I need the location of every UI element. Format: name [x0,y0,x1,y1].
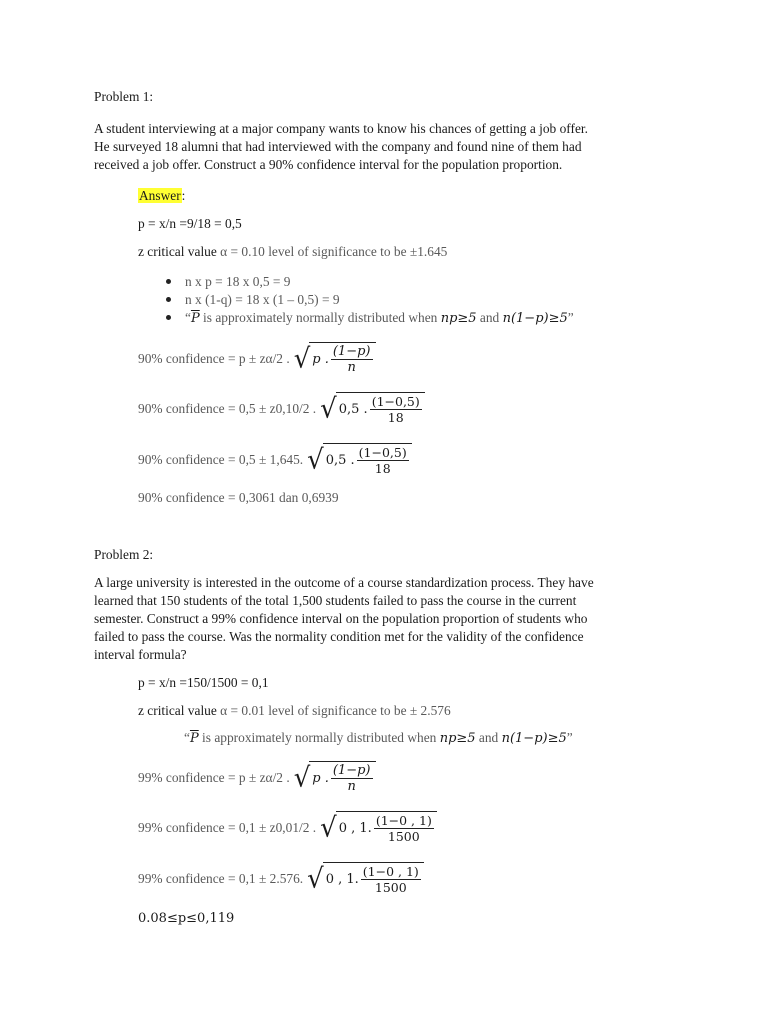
formula-label: 99% confidence = 0,1 ± z0,01/2 . [138,819,317,835]
denominator: 1500 [387,829,420,844]
p2-p-calculation: p = x/n =150/1500 = 0,1 [138,675,269,690]
p2-formula-substituted [138,811,437,844]
z-label: z critical value [138,703,221,718]
question-line: failed to pass the course. Was the normality condition met for the validity of the confidence [94,629,584,644]
radicand [336,392,425,425]
answer-label-line [138,188,185,204]
p1-result: 90% confidence = 0,3061 dan 0,6939 [138,490,339,505]
problem-2-question [94,574,594,664]
denominator: 18 [374,461,391,476]
denominator: n [347,779,356,794]
normal-open-quote: “ [184,730,190,745]
denominator: n [347,360,356,375]
radicand [323,862,424,895]
numerator: (1−p) [332,763,371,778]
normal-text: is approximately normally distributed when [198,730,440,745]
sqrt-icon: √ [293,342,311,375]
fraction [361,864,421,895]
denominator: 18 [387,410,404,425]
question-line: A large university is interested in the outcome of a course standardization process. They have [94,575,594,590]
question-line: semester. Construct a 99% confidence interval on the population proportion of students who [94,611,588,626]
sqrt-icon: √ [320,392,337,425]
condition-np: np≥5 [439,731,476,746]
condition-n1p: n(1−p)≥5 [501,731,567,746]
list-item [166,274,574,292]
answer-colon: : [181,188,186,203]
fraction [357,445,409,476]
numerator: (1−p) [332,344,371,359]
fraction [374,813,434,844]
bullet-icon [166,315,171,320]
condition-np: np≥5 [440,311,477,326]
normal-and: and [475,730,502,745]
p2-result [138,910,234,926]
sqrt-expression [294,761,376,794]
fraction [370,394,422,425]
coefficient: 0,5 . [325,453,355,468]
p2-formula-general [138,761,376,794]
p1-formula-z-value [138,443,412,476]
sqrt-expression [294,342,376,375]
normal-and: and [476,310,503,325]
answer-highlight: Answer [139,188,181,203]
p2-normal-condition [184,730,573,746]
sqrt-icon: √ [320,811,337,844]
formula-label: 99% confidence = p ± zα/2 . [138,769,290,785]
coefficient: 0 , 1. [325,872,359,887]
z-value: α = 0.10 level of significance to be ±1.645 [220,244,448,259]
fraction [331,344,373,375]
normal-close-quote: ” [566,730,573,745]
denominator: 1500 [374,880,407,895]
fraction [331,763,373,794]
z-value: α = 0.01 level of significance to be ± 2.576 [220,703,451,718]
condition-n1p: n(1−p)≥5 [502,311,568,326]
p1-p-calculation: p = x/n =9/18 = 0,5 [138,216,242,231]
p1-formula-substituted [138,392,425,425]
numerator: (1−0,5) [371,394,420,409]
p-bar-symbol: $\overline{P}$ [190,311,200,326]
bullet-text: n x (1-q) = 18 x (1 – 0,5) = 9 [185,292,340,307]
question-line: learned that 150 students of the total 1,500 students failed to pass the course in the current [94,593,577,608]
normal-text: is approximately normally distributed when [199,310,441,325]
problem-1-heading: Problem 1: [94,89,154,104]
bullet-icon [166,297,171,302]
question-line: He surveyed 18 alumni that had interviewed with the company and found nine of them had [94,139,582,154]
z-label: z critical value [138,244,221,259]
p-bar-symbol: $\overline{P}$ [189,731,199,746]
formula-label: 90% confidence = p ± zα/2 . [138,350,290,366]
numerator: (1−0 , 1) [375,813,432,828]
radicand [336,811,437,844]
sqrt-expression [307,862,424,895]
sqrt-icon: √ [293,761,311,794]
problem-1-question [94,120,588,174]
sqrt-icon: √ [307,862,324,895]
p1-z-critical [138,244,447,260]
normal-open-quote: “ [185,310,191,325]
p1-formula-general [138,342,376,375]
sqrt-expression [307,443,412,476]
radicand [309,342,375,375]
p2-formula-z-value [138,862,424,895]
question-line: A student interviewing at a major company wants to know his chances of getting a job offer. [94,121,588,136]
question-line: interval formula? [94,647,187,662]
sqrt-expression [320,392,425,425]
p1-bullet-list [166,274,574,328]
radicand [323,443,412,476]
formula-label: 90% confidence = 0,5 ± 1,645. [138,451,304,467]
problem-2-heading: Problem 2: [94,547,154,562]
coefficient: p . [312,771,329,786]
bullet-icon [166,279,171,284]
result-inequality: 0.08≤p≤0,119 [138,911,235,926]
coefficient: p . [312,352,329,367]
formula-label: 99% confidence = 0,1 ± 2.576. [138,870,304,886]
numerator: (1−0 , 1) [362,864,419,879]
coefficient: 0,5 . [338,402,368,417]
radicand [309,761,375,794]
sqrt-expression [320,811,437,844]
list-item [166,310,574,328]
formula-label: 90% confidence = 0,5 ± z0,10/2 . [138,400,317,416]
list-item [166,292,574,310]
normal-close-quote: ” [567,310,574,325]
coefficient: 0 , 1. [338,821,372,836]
question-line: received a job offer. Construct a 90% confidence interval for the population proportion. [94,157,563,172]
bullet-text: n x p = 18 x 0,5 = 9 [185,274,291,289]
numerator: (1−0,5) [358,445,407,460]
p2-z-critical [138,703,451,719]
sqrt-icon: √ [307,443,324,476]
